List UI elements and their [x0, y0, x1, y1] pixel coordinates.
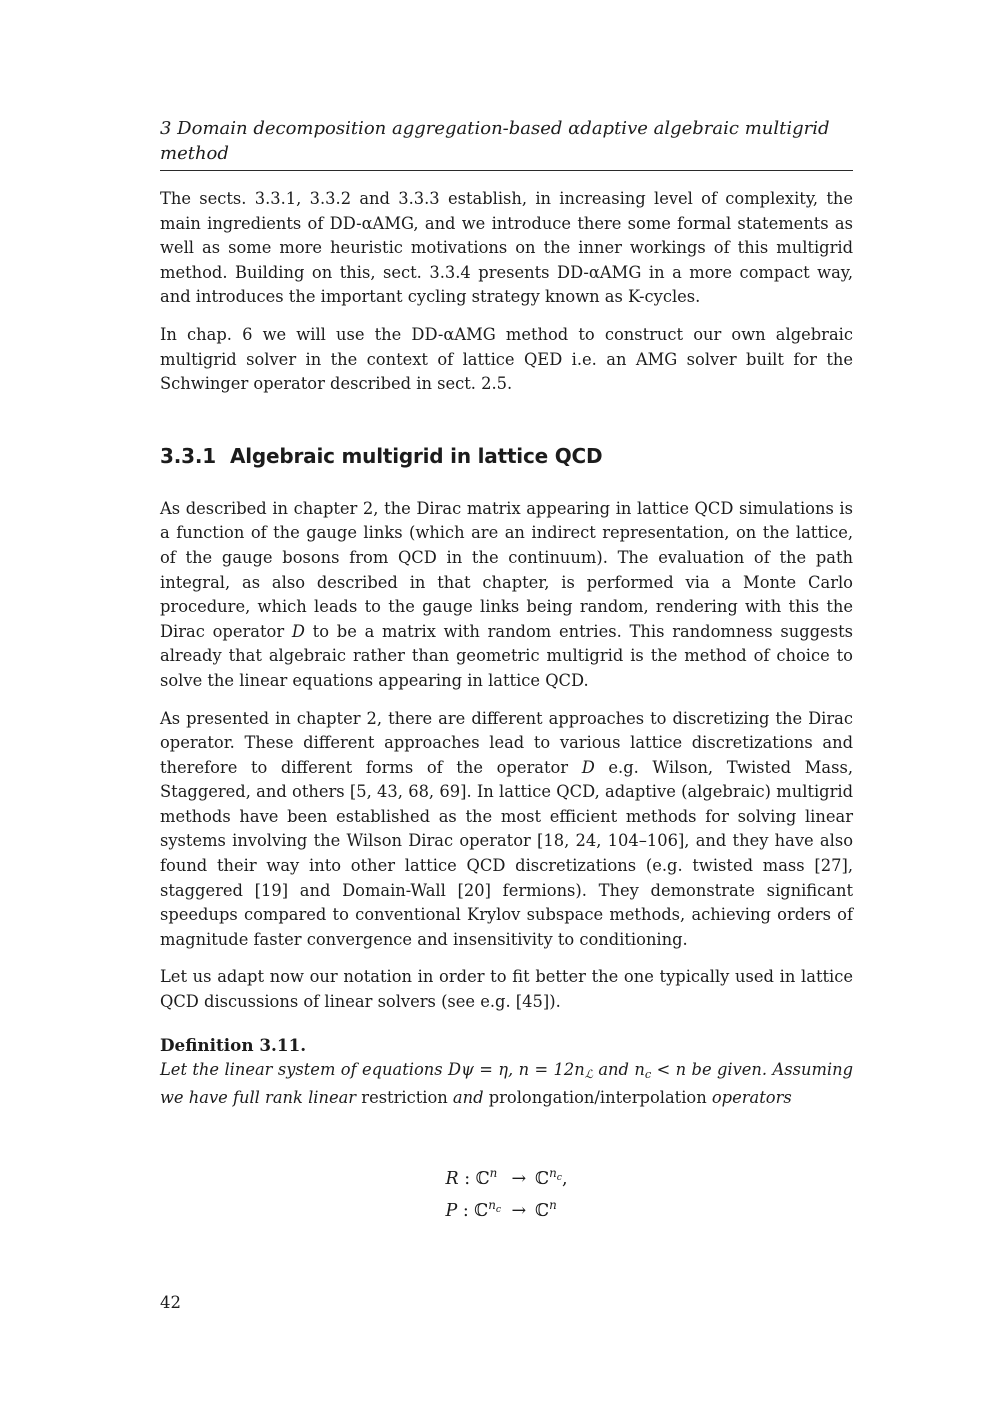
eq2-domain-exponent: n: [488, 1197, 496, 1212]
eq2-codomain-set: ℂ: [535, 1200, 550, 1221]
eq2-operator-symbol: P: [445, 1200, 458, 1221]
text-segment: and: [447, 1088, 489, 1108]
text-segment: to be a matrix with random entries. This randomness suggests already that algebraic rather than geometric multigrid is the method of choice to solve the linear equations appearing in lattice QCD.: [160, 621, 853, 690]
paragraph-section-3: [160, 965, 853, 1014]
running-header-line1: 3 Domain decomposition aggregation-based αdaptive algebraic multigrid: [160, 118, 830, 139]
running-header-line2: method: [160, 143, 229, 164]
paragraph-intro-2: [160, 323, 853, 397]
definition-label: Definition 3.11.: [160, 1034, 307, 1055]
text-segment: ℒ: [584, 1066, 593, 1081]
running-header: [160, 0, 853, 171]
text-segment: restriction: [361, 1088, 448, 1108]
maps-to-arrow: →: [511, 1200, 527, 1221]
eq1-codomain-set: ℂ: [535, 1168, 550, 1189]
section-title: Algebraic multigrid in lattice QCD: [229, 443, 603, 468]
text-segment: Let us adapt now our notation in order to fit better the one typically used in lattice QCD discussions of linear solvers (see e.g. [45]).: [160, 967, 853, 1012]
text-segment: The sects. 3.3.1, 3.3.2 and 3.3.3 establish, in increasing level of complexity, the main ingredients of DD-αAMG, and we introduce there some formal statements as well as some more heuristic motivations on the inner workings of this multigrid method. Building on this, sect. 3.3.4 presents DD-αAMG in a more compact way, and introduces the important cycling strategy known as K-cycles.: [160, 189, 853, 307]
eq2-colon: :: [457, 1200, 475, 1221]
eq1-codomain-exponent: n: [549, 1165, 557, 1180]
text-segment: As presented in chapter 2, there are different approaches to discretizing the Dirac operator. These different approaches lead to various lattice discretizations and therefore to different forms of the operator: [160, 708, 853, 777]
definition-body: [160, 1058, 853, 1111]
eq1-colon: :: [458, 1168, 476, 1189]
definition-block: [160, 1033, 853, 1111]
text-segment: D: [581, 757, 595, 777]
text-segment: As described in chapter 2, the Dirac matrix appearing in lattice QCD simulations is a function of the gauge links (which are an indirect representation, on the lattice, of the gauge bosons from QCD in the continuum). The evaluation of the path integral, as also described in that chapter, is performed via a Monte Carlo procedure, which leads to the gauge links being random, rendering with this the Dirac operator: [160, 498, 853, 641]
equation-block: [445, 1163, 567, 1227]
maps-to-arrow: →: [511, 1168, 527, 1189]
equation-line-prolongation: [445, 1195, 567, 1227]
eq1-punctuation: ,: [561, 1168, 568, 1189]
eq1-domain-set: ℂ: [475, 1168, 490, 1189]
paragraph-intro-1: [160, 187, 853, 310]
text-segment: and n: [592, 1059, 645, 1079]
text-segment: prolongation/interpolation: [488, 1088, 707, 1108]
text-segment: In chap. 6 we will use the DD-αAMG method to construct our own algebraic multigrid solver in the context of lattice QED i.e. an AMG solver built for the Schwinger operator described in sect. 2.5.: [160, 324, 853, 394]
page-number: 42: [160, 1293, 181, 1312]
text-segment: c: [644, 1066, 652, 1081]
text-segment: operators: [706, 1088, 792, 1108]
text-segment: < n be given. Assuming we have full rank linear: [160, 1059, 853, 1108]
text-segment: Let the linear system of equations Dψ = η, n = 12n: [160, 1059, 585, 1079]
eq2-codomain-exponent: n: [549, 1197, 557, 1212]
eq1-operator-symbol: R: [445, 1168, 459, 1189]
text-column: [160, 0, 853, 1227]
equation-line-restriction: [445, 1163, 567, 1195]
text-segment: e.g. Wilson, Twisted Mass, Staggered, and others [5, 43, 68, 69]. In lattice QCD, adaptive (algebraic) multigrid methods have been established as the most efficient methods for solving linear systems involving the Wilson Dirac operator [18, 24, 104–106], and they have also found their way into other lattice QCD discretizations (e.g. twisted mass [27], staggered [19] and Domain-Wall [20] fermions). They demonstrate significant speedups compared to conventional Krylov subspace methods, achieving orders of magnitude faster convergence and insensitivity to conditioning.: [160, 757, 853, 949]
section-heading: [160, 442, 853, 470]
section-number: 3.3.1: [160, 443, 216, 468]
eq2-domain-exponent-sub: c: [495, 1204, 502, 1216]
eq2-domain-set: ℂ: [474, 1200, 489, 1221]
eq1-domain-exponent: n: [489, 1165, 498, 1180]
paragraph-section-2: [160, 707, 853, 953]
text-segment: D: [291, 621, 305, 641]
eq1-codomain-exponent-sub: c: [556, 1172, 562, 1184]
paragraph-section-1: [160, 497, 853, 694]
